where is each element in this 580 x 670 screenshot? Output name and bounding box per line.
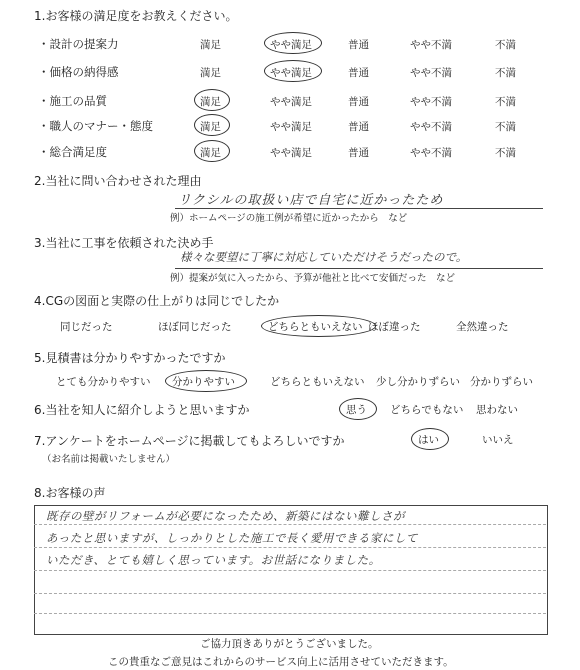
q5-title: 5.見積書は分かりやすかったですか: [34, 351, 226, 365]
q3-answer-line: [175, 268, 543, 269]
q1-scale-option: 普通: [348, 39, 369, 51]
selection-circle: [194, 89, 230, 111]
q1-scale-option: 満足: [200, 121, 221, 133]
q1-row-label: ・総合満足度: [38, 145, 107, 159]
selection-circle: [165, 370, 247, 392]
q1-scale-option: やや満足: [270, 121, 312, 133]
q7-note: （お名前は掲載いたしません）: [42, 454, 176, 465]
selection-circle: [194, 140, 230, 162]
q5-option: とても分かりやすい: [56, 376, 151, 388]
q7-option: はい: [418, 434, 439, 446]
q4-option: ほぼ違った: [368, 321, 421, 333]
q1-scale-option: 普通: [348, 147, 369, 159]
q1-scale-option: やや不満: [410, 121, 452, 133]
q2-answer: リクシルの取扱い店で自宅に近かったため: [178, 193, 444, 208]
q6-title: 6.当社を知人に紹介しようと思いますか: [34, 403, 250, 417]
voice-line-2: あったと思いますが、しっかりとした施工で長く愛用できる家にして: [46, 531, 418, 545]
q1-scale-option: 不満: [495, 67, 516, 79]
q1-scale-option: 不満: [495, 121, 516, 133]
q1-row-label: ・価格の納得感: [38, 65, 119, 79]
q7-title: 7.アンケートをホームページに掲載してもよろしいですか: [34, 434, 345, 448]
q6-option: 思わない: [476, 404, 518, 416]
footer-thanks: ご協力頂きありがとうございました。: [200, 638, 379, 650]
q6-option: 思う: [346, 404, 367, 416]
q1-scale-option: 不満: [495, 39, 516, 51]
q2-answer-line: [175, 208, 543, 209]
q3-title: 3.当社に工事を依頼された決め手: [34, 236, 214, 250]
q1-scale-option: 満足: [200, 67, 221, 79]
q1-scale-option: 満足: [200, 39, 221, 51]
selection-circle: [339, 398, 377, 420]
q1-row-label: ・施工の品質: [38, 94, 107, 108]
q5-option: 分かりやすい: [172, 376, 235, 388]
q5-option: 少し分かりずらい: [376, 376, 460, 388]
q1-scale-option: 普通: [348, 67, 369, 79]
q1-scale-option: やや満足: [270, 147, 312, 159]
selection-circle: [264, 60, 322, 82]
selection-circle: [261, 315, 376, 337]
q5-option: 分かりずらい: [470, 376, 533, 388]
selection-circle: [264, 32, 322, 54]
q1-scale-option: やや満足: [270, 39, 312, 51]
q2-title: 2.当社に問い合わせされた理由: [34, 174, 202, 188]
footer-note: この貴重なご意見はこれからのサービス向上に活用させていただきます。: [108, 656, 454, 668]
q1-scale-option: やや満足: [270, 67, 312, 79]
q1-title: 1.お客様の満足度をお教えください。: [34, 9, 238, 23]
q5-option: どちらともいえない: [270, 376, 365, 388]
q4-title: 4.CGの図面と実際の仕上がりは同じでしたか: [34, 294, 280, 308]
q4-option: ほぼ同じだった: [158, 321, 232, 333]
selection-circle: [194, 114, 230, 136]
q1-scale-option: やや不満: [410, 147, 452, 159]
q1-scale-option: 不満: [495, 96, 516, 108]
q8-title: 8.お客様の声: [34, 486, 106, 500]
q1-scale-option: 満足: [200, 147, 221, 159]
q3-answer: 様々な要望に丁寧に対応していただけそうだったので。: [180, 250, 468, 264]
q3-example: 例）提案が気に入ったから、予算が他社と比べて安価だった など: [170, 273, 456, 284]
q4-option: 同じだった: [60, 321, 113, 333]
q1-scale-option: 普通: [348, 121, 369, 133]
q1-scale-option: 普通: [348, 96, 369, 108]
q1-scale-option: 満足: [200, 96, 221, 108]
q1-scale-option: やや満足: [270, 96, 312, 108]
q7-option: いいえ: [482, 434, 514, 446]
q1-row-label: ・設計の提案力: [38, 37, 119, 51]
voice-line-1: 既存の壁がリフォームが必要になったため、新築にはない難しさが: [46, 509, 405, 523]
selection-circle: [411, 428, 449, 450]
q1-row-label: ・職人のマナー・態度: [38, 119, 153, 133]
q4-option: どちらともいえない: [268, 321, 363, 333]
q6-option: どちらでもない: [390, 404, 464, 416]
q4-option: 全然違った: [456, 321, 509, 333]
q1-scale-option: やや不満: [410, 96, 452, 108]
q2-example: 例）ホームページの施工例が希望に近かったから など: [170, 213, 408, 224]
q1-scale-option: やや不満: [410, 39, 452, 51]
voice-line-3: いただき、とても嬉しく思っています。お世話になりました。: [46, 553, 381, 567]
q1-scale-option: 不満: [495, 147, 516, 159]
q1-scale-option: やや不満: [410, 67, 452, 79]
